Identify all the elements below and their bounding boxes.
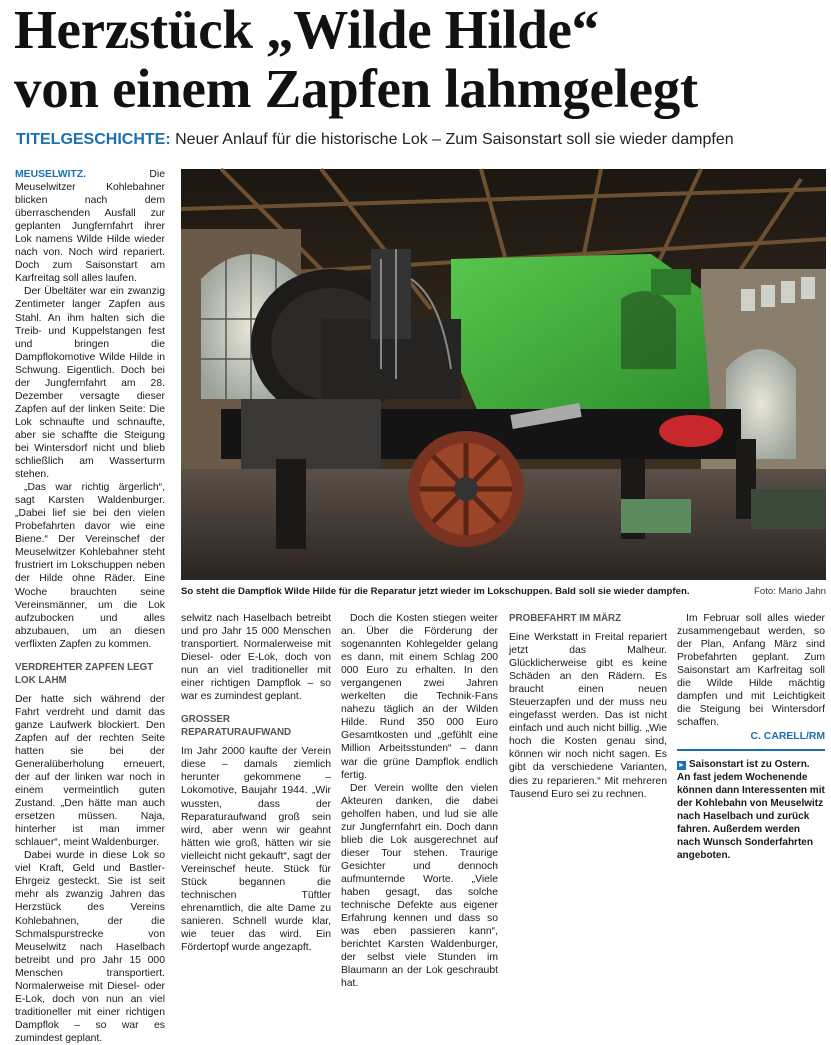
workbench <box>751 489 826 529</box>
cylinder <box>241 399 381 469</box>
subline <box>16 130 826 150</box>
paragraph-2: Der Übeltäter war ein zwanzig Zentimeter langer Zapfen aus Stahl. An ihm halten sich die Treib- und Kuppelstangen fest und bringen die Dampflokomotive Wilde Hilde in Schwung. Eigentlich. Doch bei der Jungfernfahrt am 28. Dezember versagte dieser Zapfen auf der linken Seite: Die Lok schnaufte und schnaufte, aber sie schaffte die Steigung bei Wintersdorf nicht und blieb schließlich am Wasserturm stehen. <box>15 286 165 481</box>
headline <box>14 0 824 118</box>
photo-credit: Foto: Mario Jahn <box>754 586 826 597</box>
locomotive-illustration <box>181 169 826 580</box>
subline-kicker: TITELGESCHICHTE: <box>16 131 171 148</box>
dateline: MEUSELWITZ. <box>15 169 86 180</box>
article-column-5 <box>677 612 825 882</box>
cab-window <box>621 291 676 369</box>
paragraph-10: Im Februar soll alles wieder zusammengebaut werden, so der Plan, Anfang März sind Probefahrten geplant. Zum Saisonstart am Karfreitag soll die Wilde Hilde mächtig dampfen und mit Leichtigkeit die Steigung bei Wintersdorf schaffen. <box>677 613 825 729</box>
paragraph-5-tail: selwitz nach Haselbach betreibt und pro Jahr 15 000 Menschen transportiert. Normalerweise mit Diesel- oder E-Lok, doch von nun an viel traditioneller mit einer richtigen Dampflok – so war es zumindest geplant. <box>181 613 331 703</box>
headline-line-2: von einem Zapfen lahmgelegt <box>14 58 698 119</box>
article-column-3 <box>341 612 498 990</box>
subline-text: Neuer Anlauf für die historische Lok – Zum Saisonstart soll sie wieder dampfen <box>175 131 734 148</box>
headline-line-1: Herzstück „Wilde Hilde“ <box>14 0 599 60</box>
paragraph-7: Doch die Kosten stiegen weiter an. Über die Förderung der sogenannten Kohlegelder gelang es dann, mit einem Schlag 200 000 Euro zu erhalten. In den vergangenen zwei Jahren werkelten die Technik-Fans nahezu täglich an der Wilden Hilde. Rund 350 000 Euro Gesamtkosten und „gefühlt eine Million Arbeitsstunden“ – dann war die grüne Dampflok endlich fertig. <box>341 613 498 781</box>
article-column-4 <box>509 612 667 882</box>
cab-roof-edge <box>651 269 691 295</box>
subhead-verdrehter-zapfen: VERDREHTER ZAPFEN LEGT LOK LAHM <box>15 661 154 686</box>
subhead-probefahrt: PROBEFAHRT IM MÄRZ <box>509 613 622 624</box>
green-toolbox <box>621 499 691 533</box>
author-byline: C. CARELL/RM <box>750 731 825 743</box>
paragraph-4: Der hatte sich während der Fahrt verdreht und damit das ganze Laufwerk blockiert. Den Zapfen auf der rechten Seite hatten sie bei der Generalüberholung erneuert, der auf der linken war noch in einem vermeintlich guten Zustand. „Den hätte man auch ersetzen müssen. Naja, hinterher ist man immer schlauer“, meint Waldenburger. <box>15 693 165 849</box>
paragraph-8: Der Verein wollte den vielen Akteuren danken, die dabei geholfen haben, und lud sie alle zur Jungfernfahrt ein. Doch dann blieb die Lok ausgerechnet auf dieser Tour stehen. Traurige Gesichter und dennoch aufmunternde Worte. „Viele haben gesagt, das solche technische Defekte aus eigener Erfahrung kennen und dass so was eben passieren kann“, berichtet Karsten Waldenburger, der selbst viele Stunden im Blaumann an der Lok geschraubt hat. <box>341 782 498 990</box>
info-box-text: Saisonstart ist zu Ostern. An fast jedem Wochenende können dann Interessenten mit der Kohlebahn von Meuselwitz nach Haselbach und zurück fahren. Außerdem werden nach Wunsch Sonderfahrten angeboten. <box>677 759 825 862</box>
info-box <box>677 749 825 862</box>
steam-dome <box>371 249 411 339</box>
wheel-hub <box>454 477 478 501</box>
photo-caption <box>181 585 826 599</box>
paragraph-6: Im Jahr 2000 kaufte der Verein diese – damals ziemlich herunter gekommene – Lokomotive, Baujahr 1944. „Wir wussten, dass der Reparaturaufwand groß sein wird, aber wenn wir geahnt hätten wie groß, hätten wir sie vielleicht nicht gekauft“, sagt der Vereinschef heute. Stück für Stück begannen die technischen Tüftler ehrenamtlich, die alte Dame zu sanieren. Schnell wurde klar, wie teuer das wird. Ein Fördertopf wurde angezapft. <box>181 746 331 954</box>
caption-text: So steht die Dampflok Wilde Hilde für die Reparatur jetzt wieder im Lokschuppen. Bald soll sie wieder dampfen. <box>181 586 690 597</box>
paragraph-5: Dabei wurde in diese Lok so viel Kraft, Geld und Bastler-Ehrgeiz gesteckt. Sie ist seit mehr als zwanzig Jahren das Herzstück des Vereins Kohlebahnen, der die Schmalspurstrecke von Meuselwitz nach Haselbach betreibt und pro Jahr 15 000 Menschen transportiert. Normalerweise mit Diesel- oder E-Lok, doch von nun an viel traditioneller mit einer richtigen Dampflok – so war es zumindest geplant. <box>15 850 165 1044</box>
arrow-right-icon: ► <box>678 762 685 770</box>
article-column-1 <box>15 168 165 1044</box>
paragraph-1-text: Die Meuselwitzer Kohlebahner blicken nach dem überraschenden Ausfall zur geplanten Jungfernfahrt ihrer Lok namens Wilde Hilde wieder nach von. Noch wird repariert. Doch zum Saisonstart am Karfreitag soll alles laufen. <box>15 169 165 285</box>
red-air-tank <box>659 415 723 447</box>
subhead-reparaturaufwand: GROSSER REPARATURAUFWAND <box>181 714 292 739</box>
article-column-2 <box>181 612 331 954</box>
locomotive-photo <box>181 169 826 580</box>
paragraph-9: Eine Werkstatt in Freital repariert jetzt das Malheur. Glücklicherweise gibt es keine Schäden an den Rädern. Es braucht einen neuen Steuerzapfen und der muss neu eingefasst werden. Das ist nicht einfach und auch nicht billig. „Wie hoch die Kosten genau sind, können wir noch nicht sagen. Es gibt da verschiedene Varianten, dies zu reparieren.“ Mit mehreren Tausend Euro sei zu rechnen. <box>509 632 667 800</box>
paragraph-3: „Das war richtig ärgerlich“, sagt Karsten Waldenburger. „Dabei lief sie bei den vielen Probefahrten davor wie eine Biene.“ Der Vereinschef der Meuselwitzer Kohlebahner steht frustriert im Lokschuppen neben der Hilde ohne Räder. Eine Woche brauchten seine Vereinsmänner, um die Lok aufzubocken und alles abzubauen, um an diesen verflixten Zapfen zu kommen. <box>15 482 165 650</box>
paragraph-1 <box>15 168 165 285</box>
